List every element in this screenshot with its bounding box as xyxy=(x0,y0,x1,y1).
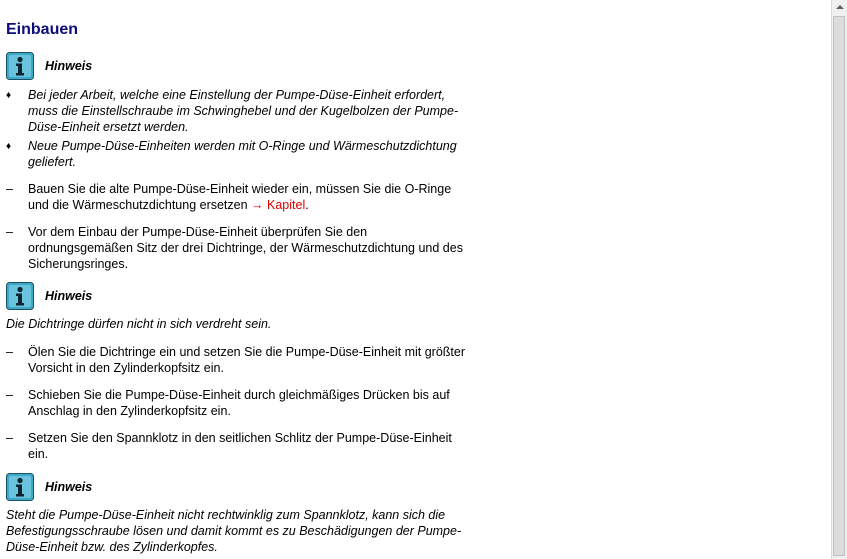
note-text: Die Dichtringe dürfen nicht in sich verdreht sein. xyxy=(6,317,272,331)
step-marker: – xyxy=(6,388,13,402)
text-line: Düse-Einheit ersetzt werden. xyxy=(28,120,189,134)
text-line: Bauen Sie die alte Pumpe-Düse-Einheit wieder ein, müssen Sie die O-Ringe xyxy=(28,182,452,196)
info-icon xyxy=(6,282,34,310)
text-line: geliefert. xyxy=(28,155,76,169)
note-label: Hinweis xyxy=(45,59,93,73)
step-marker: – xyxy=(6,225,13,239)
text-line: Befestigungsschraube lösen und damit kommt es zu Beschädigungen der Pumpe- xyxy=(6,524,462,538)
step-marker: – xyxy=(6,182,13,196)
note-text xyxy=(6,507,501,555)
note-header xyxy=(6,282,206,310)
step-marker: – xyxy=(6,345,13,359)
text-line: Vorsicht in den Zylinderkopfsitz ein. xyxy=(28,361,224,375)
step-marker: – xyxy=(6,431,13,445)
vertical-scrollbar[interactable] xyxy=(831,0,847,559)
list-item-text xyxy=(28,87,503,135)
bullet-marker: ♦ xyxy=(6,90,12,101)
scroll-thumb[interactable] xyxy=(833,16,845,556)
chapter-link[interactable]: → Kapitel xyxy=(251,198,306,212)
text-line: Anschlag in den Zylinderkopfsitz ein. xyxy=(28,404,231,418)
note-header xyxy=(6,52,206,80)
text-line: Steht die Pumpe-Düse-Einheit nicht rechtwinklig zum Spannklotz, kann sich die xyxy=(6,508,446,522)
section-heading: Einbauen xyxy=(6,21,79,38)
text-line: Setzen Sie den Spannklotz in den seitlichen Schlitz der Pumpe-Düse-Einheit xyxy=(28,431,452,445)
text-line: Vor dem Einbau der Pumpe-Düse-Einheit überprüfen Sie den xyxy=(28,225,368,239)
info-icon xyxy=(6,473,34,501)
list-item-text xyxy=(28,138,503,170)
text-line: muss die Einstellschraube im Schwinghebel und der Kugelbolzen der Pumpe- xyxy=(28,104,459,118)
step-text xyxy=(28,181,503,213)
step-text xyxy=(28,344,503,376)
step-text xyxy=(28,224,503,272)
step-text xyxy=(28,387,503,419)
note-header xyxy=(6,473,206,501)
text-line: Düse-Einheit bzw. des Zylinderkopfes. xyxy=(6,540,218,554)
text-line: Schieben Sie die Pumpe-Düse-Einheit durch gleichmäßiges Drücken bis auf xyxy=(28,388,450,402)
text-line: ordnungsgemäßen Sitz der drei Dichtringe, der Wärmeschutzdichtung und des xyxy=(28,241,463,255)
text-line: Sicherungsringes. xyxy=(28,257,129,271)
text-line: Bei jeder Arbeit, welche eine Einstellung der Pumpe-Düse-Einheit erfordert, xyxy=(28,88,446,102)
text-line: und die Wärmeschutzdichtung ersetzen → Kapitel. xyxy=(28,198,309,212)
note-label: Hinweis xyxy=(45,480,93,494)
text-line: ein. xyxy=(28,447,49,461)
document-content xyxy=(6,0,506,559)
note-label: Hinweis xyxy=(45,289,93,303)
bullet-marker: ♦ xyxy=(6,141,12,152)
step-text xyxy=(28,430,503,462)
info-icon xyxy=(6,52,34,80)
text-line: Neue Pumpe-Düse-Einheiten werden mit O-Ringe und Wärmeschutzdichtung xyxy=(28,139,457,153)
scroll-up-arrow-icon[interactable] xyxy=(832,0,847,14)
text-line: Ölen Sie die Dichtringe ein und setzen Sie die Pumpe-Düse-Einheit mit größter xyxy=(28,345,466,359)
